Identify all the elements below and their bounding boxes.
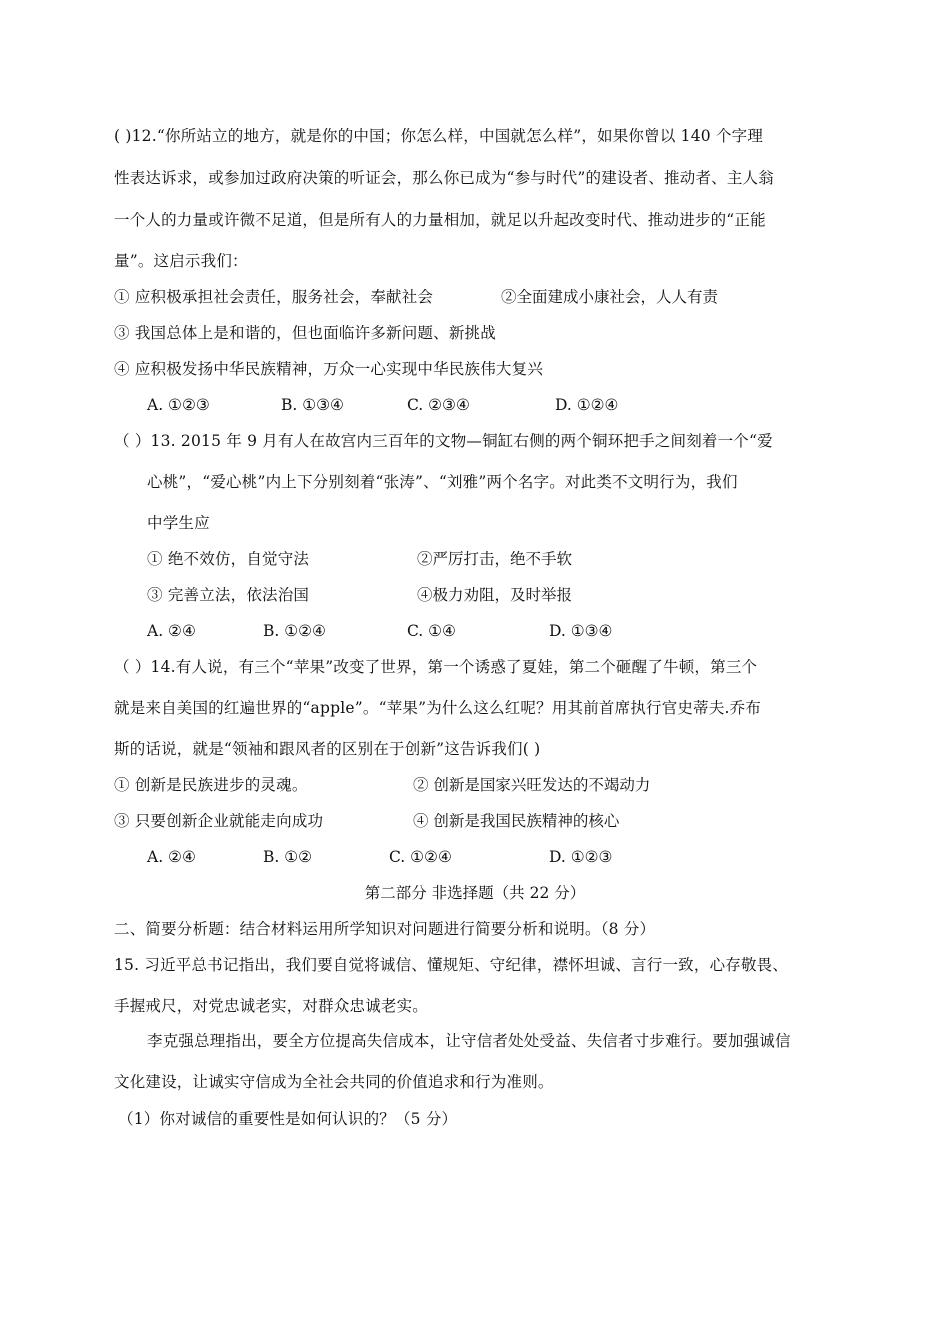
- q12-option-c: C. ②③④: [407, 396, 470, 414]
- q13-stem-line-2: 心桃”，“爱心桃”内上下分别刻着“张涛”、“刘雅”两个名字。对此类不文明行为，我们: [147, 473, 738, 491]
- q14-statement-2: ② 创新是国家兴旺发达的不竭动力: [413, 776, 651, 794]
- q13-option-d: D. ①③④: [549, 622, 613, 640]
- q14-option-d: D. ①②③: [549, 848, 613, 866]
- q13-option-c: C. ①④: [407, 622, 456, 640]
- q12-statement-2: ②全面建成小康社会，人人有责: [501, 288, 719, 306]
- q14-option-c: C. ①②④: [389, 848, 452, 866]
- part2-heading: 第二部分 非选择题（共 22 分）: [364, 884, 586, 902]
- q13-option-b: B. ①②④: [263, 622, 326, 640]
- q12-option-a: A. ①②③: [147, 396, 210, 414]
- q15-stem-line-2: 手握戒尺，对党忠诚老实，对群众忠诚老实。: [114, 997, 429, 1015]
- q14-stem-line-2: 就是来自美国的红遍世界的“apple”。“苹果”为什么这么红呢？用其前首席执行官史蒂夫.乔布: [114, 699, 762, 717]
- q13-statement-2: ②严厉打击，绝不手软: [417, 550, 573, 568]
- section-2-instructions: 二、简要分析题：结合材料运用所学知识对问题进行简要分析和说明。（8 分）: [114, 920, 656, 938]
- q12-stem-line-2: 性表达诉求，或参加过政府决策的听证会，那么你已成为“参与时代”的建设者、推动者、主人翁: [114, 169, 774, 187]
- q12-statement-1: ① 应积极承担社会责任，服务社会，奉献社会: [114, 288, 434, 306]
- q14-statement-3: ③ 只要创新企业就能走向成功: [114, 812, 324, 830]
- q12-statement-3: ③ 我国总体上是和谐的，但也面临许多新问题、新挑战: [114, 324, 496, 342]
- q13-stem-line-3: 中学生应: [147, 514, 210, 532]
- q13-stem-line-1: （ ）13. 2015 年 9 月有人在故宫内三百年的文物—铜缸右侧的两个铜环把手之间刻着一个“爱: [114, 432, 773, 450]
- q13-statement-3: ③ 完善立法，依法治国: [147, 586, 310, 604]
- q15-subquestion-1: （1）你对诚信的重要性是如何认识的？（5 分）: [118, 1110, 458, 1128]
- q13-option-a: A. ②④: [147, 622, 196, 640]
- q14-statement-4: ④ 创新是我国民族精神的核心: [413, 812, 620, 830]
- q14-stem-line-1: （ ）14.有人说，有三个“苹果”改变了世界，第一个诱惑了夏娃，第二个砸醒了牛顿，第三个: [114, 658, 758, 676]
- q14-option-b: B. ①②: [263, 848, 313, 866]
- q12-option-b: B. ①③④: [281, 396, 344, 414]
- q12-option-d: D. ①②④: [555, 396, 619, 414]
- q13-statement-4: ④极力劝阻，及时举报: [417, 586, 573, 604]
- q15-stem-line-1: 15. 习近平总书记指出，我们要自觉将诚信、懂规矩、守纪律，襟怀坦诚、言行一致，心存敬畏、: [114, 956, 789, 974]
- q14-option-a: A. ②④: [147, 848, 196, 866]
- q14-stem-line-3: 斯的话说，就是“领袖和跟风者的区别在于创新”这告诉我们( ): [114, 740, 541, 758]
- q12-stem-line-1: ( )12.“你所站立的地方，就是你的中国；你怎么样，中国就怎么样”，如果你曾以 140 个字理: [114, 127, 764, 145]
- q12-stem-line-4: 量”。这启示我们：: [114, 252, 248, 270]
- q12-statement-4: ④ 应积极发扬中华民族精神，万众一心实现中华民族伟大复兴: [114, 360, 544, 378]
- q12-stem-line-3: 一个人的力量或许微不足道，但是所有人的力量相加，就足以升起改变时代、推动进步的“正能: [114, 211, 766, 229]
- q14-statement-1: ① 创新是民族进步的灵魂。: [114, 776, 308, 794]
- q15-stem-line-4: 文化建设，让诚实守信成为全社会共同的价值追求和行为准则。: [114, 1073, 554, 1091]
- q13-statement-1: ① 绝不效仿，自觉守法: [147, 550, 310, 568]
- q15-stem-line-3: 李克强总理指出，要全方位提高失信成本，让守信者处处受益、失信者寸步难行。要加强诚信: [147, 1032, 791, 1050]
